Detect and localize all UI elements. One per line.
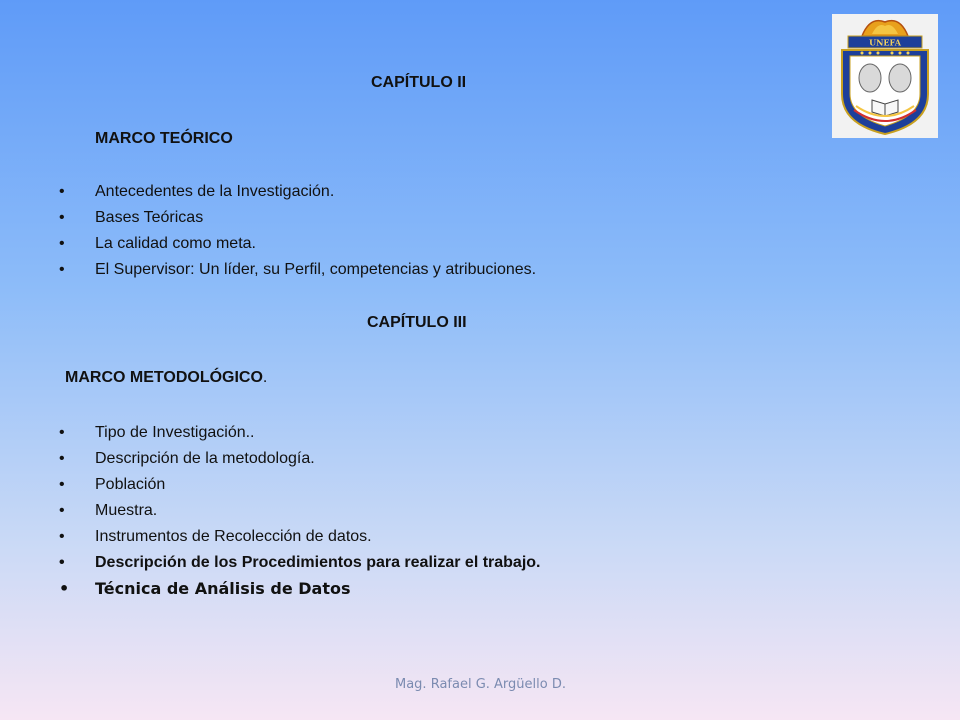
list-item-text: Técnica de Análisis de Datos [95, 579, 351, 598]
chapter-2-subtitle: MARCO TEÓRICO [95, 130, 233, 147]
bullet-icon: • [59, 261, 65, 278]
bullet-icon: • [59, 450, 65, 467]
list-item-text: Antecedentes de la Investigación. [95, 183, 335, 200]
bullet-icon: • [59, 424, 65, 441]
chapter-3-title: CAPÍTULO III [367, 314, 467, 331]
chapter-3-subtitle [65, 369, 267, 387]
list-item [0, 179, 900, 205]
chapter-3-subtitle-rest: . [262, 369, 268, 386]
list-item [0, 576, 900, 602]
list-item [0, 231, 900, 257]
list-item [0, 524, 900, 550]
bullet-icon: • [59, 528, 65, 545]
list-item-text: Población [95, 476, 166, 493]
bullet-icon: • [59, 579, 70, 598]
chapter-3-subtitle-bold: MARCO METODOLÓGICO [65, 369, 263, 386]
unefa-crest-icon [832, 14, 938, 138]
bullet-icon: • [59, 476, 65, 493]
bullet-icon: • [59, 554, 65, 571]
list-item-text: Instrumentos de Recolección de datos. [95, 528, 372, 545]
list-item-text: Muestra. [95, 502, 158, 519]
list-item-text: Tipo de Investigación.. [95, 424, 255, 441]
list-item [0, 446, 900, 472]
list-item [0, 550, 900, 576]
chapter-2-list [0, 179, 900, 283]
list-item-text: La calidad como meta. [95, 235, 256, 252]
bullet-icon: • [59, 502, 65, 519]
list-item-text: Descripción de la metodología. [95, 450, 315, 467]
list-item [0, 257, 900, 283]
bullet-icon: • [59, 183, 65, 200]
unefa-logo [832, 14, 938, 138]
chapter-3-list [0, 420, 900, 602]
list-item [0, 498, 900, 524]
list-item [0, 420, 900, 446]
list-item-text: Bases Teóricas [95, 209, 204, 226]
list-item-text: El Supervisor: Un líder, su Perfil, competencias y atribuciones. [95, 261, 537, 278]
chapter-2-title: CAPÍTULO II [371, 74, 467, 91]
footer-author: Mag. Rafael G. Argüello D. [395, 677, 566, 692]
list-item-text: Descripción de los Procedimientos para realizar el trabajo. [95, 554, 541, 571]
bullet-icon: • [59, 209, 65, 226]
bullet-icon: • [59, 235, 65, 252]
svg-text:UNEFA: UNEFA [869, 37, 901, 48]
list-item [0, 472, 900, 498]
list-item [0, 205, 900, 231]
